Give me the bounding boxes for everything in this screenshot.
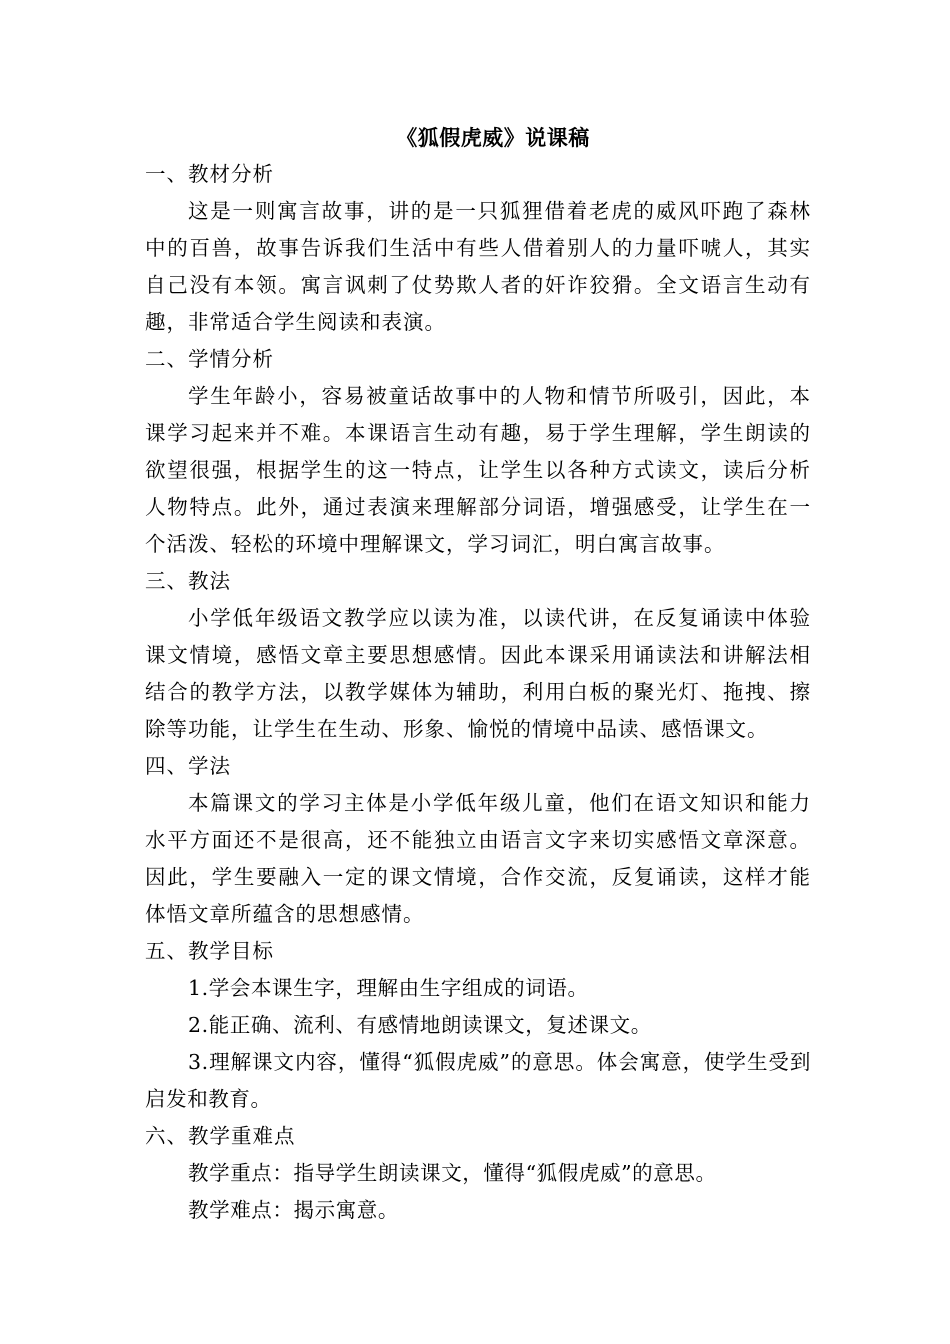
section-student-analysis [145, 341, 811, 563]
section-paragraph: 本篇课文的学习主体是小学低年级儿童，他们在语文知识和能力水平方面还不是很高，还不能独立由语言文字来切实感悟文章深意。因此，学生要融入一定的课文情境，合作交流，反复诵读，这样才能体悟文章所蕴含的思想感情。 [145, 791, 811, 926]
section-heading: 一、教材分析 [145, 162, 274, 186]
section-heading: 六、教学重难点 [145, 1124, 296, 1148]
section-teaching-goals [145, 933, 811, 1118]
document-title: 《狐假虎威》说课稿 [396, 125, 590, 150]
document-page [145, 120, 811, 1229]
section-textbook-analysis [145, 156, 811, 341]
key-point-item: 教学重点：指导学生朗读课文，懂得“狐假虎威”的意思。 [188, 1161, 717, 1185]
section-paragraph: 小学低年级语文教学应以读为准，以读代讲，在反复诵读中体验课文情境，感悟文章主要思想感情。因此本课采用诵读法和讲解法相结合的教学方法，以教学媒体为辅助，利用白板的聚光灯、拖拽、擦除等功能，让学生在生动、形象、愉悦的情境中品读、感悟课文。 [145, 606, 811, 741]
goal-item: 1.学会本课生字，理解由生字组成的词语。 [188, 976, 589, 1000]
section-teaching-method [145, 563, 811, 748]
section-heading: 三、教法 [145, 569, 231, 593]
section-paragraph: 这是一则寓言故事，讲的是一只狐狸借着老虎的威风吓跑了森林中的百兽，故事告诉我们生活中有些人借着别人的力量吓唬人，其实自己没有本领。寓言讽刺了仗势欺人者的奸诈狡猾。全文语言生动有趣，非常适合学生阅读和表演。 [145, 199, 811, 334]
section-heading: 五、教学目标 [145, 939, 274, 963]
goal-item: 2.能正确、流利、有感情地朗读课文，复述课文。 [188, 1013, 652, 1037]
difficult-point-item: 教学难点：揭示寓意。 [188, 1198, 399, 1222]
section-learning-method [145, 748, 811, 933]
goal-item: 3.理解课文内容，懂得“狐假虎威”的意思。体会寓意，使学生受到启发和教育。 [145, 1050, 811, 1111]
section-key-difficult-points [145, 1118, 811, 1229]
section-heading: 二、学情分析 [145, 347, 274, 371]
section-paragraph: 学生年龄小，容易被童话故事中的人物和情节所吸引，因此，本课学习起来并不难。本课语言生动有趣，易于学生理解，学生朗读的欲望很强，根据学生的这一特点，让学生以各种方式读文，读后分析人物特点。此外，通过表演来理解部分词语，增强感受，让学生在一个活泼、轻松的环境中理解课文，学习词汇，明白寓言故事。 [145, 384, 811, 556]
section-heading: 四、学法 [145, 754, 231, 778]
